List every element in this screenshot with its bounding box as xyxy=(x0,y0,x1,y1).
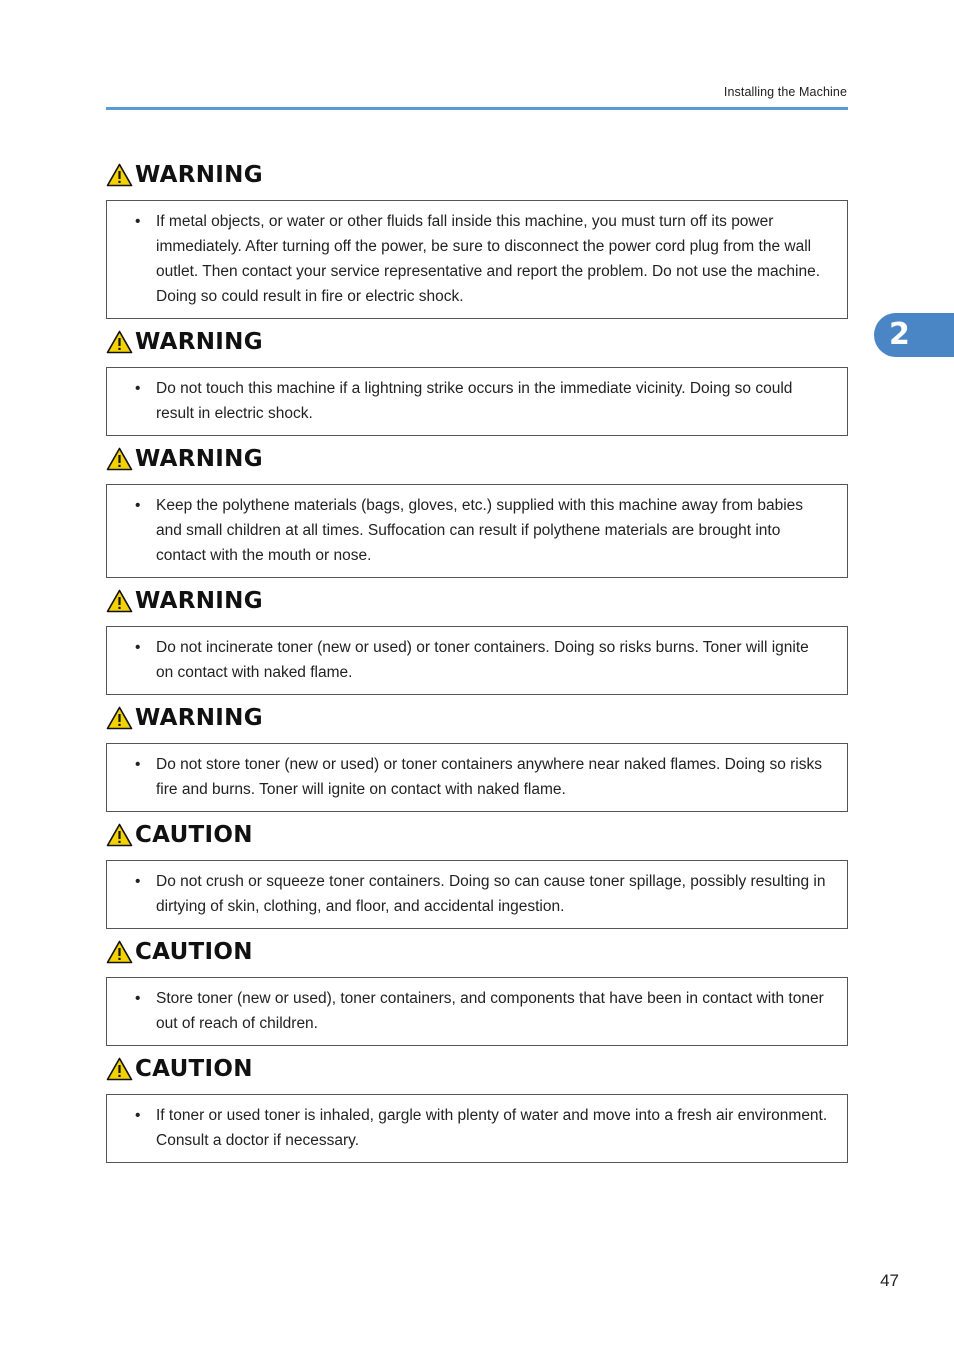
chapter-tab: 2 xyxy=(874,313,954,357)
notice-box xyxy=(106,484,848,578)
notice-title: WARNING xyxy=(135,588,263,614)
notice-text: • Do not incinerate toner (new or used) or toner containers. Doing so risks burns. Toner will ignite on contact with naked flame. xyxy=(135,635,829,685)
notice-title: WARNING xyxy=(135,446,263,472)
notice-caution xyxy=(106,820,848,929)
notice-box xyxy=(106,977,848,1046)
notice-box xyxy=(106,1094,848,1163)
page-number: 47 xyxy=(880,1271,899,1290)
notice-text: • Keep the polythene materials (bags, gloves, etc.) supplied with this machine away from babies and small children at all times. Suffocation can result if polythene materials are brought into contact with the mouth or nose. xyxy=(135,493,829,568)
notice-box xyxy=(106,626,848,695)
notice-heading xyxy=(106,1054,848,1084)
warning-triangle-icon xyxy=(106,163,133,187)
notice-text: • If toner or used toner is inhaled, gargle with plenty of water and move into a fresh air environment. Consult a doctor if necessary. xyxy=(135,1103,829,1153)
notice-heading xyxy=(106,703,848,733)
notice-text: • Do not touch this machine if a lightning strike occurs in the immediate vicinity. Doing so could result in electric shock. xyxy=(135,376,829,426)
caution-triangle-icon xyxy=(106,823,133,847)
notice-heading xyxy=(106,160,848,190)
notice-text: • Store toner (new or used), toner containers, and components that have been in contact with toner out of reach of children. xyxy=(135,986,829,1036)
warning-triangle-icon xyxy=(106,330,133,354)
notice-warning xyxy=(106,444,848,578)
caution-triangle-icon xyxy=(106,940,133,964)
notice-box xyxy=(106,200,848,319)
notice-title: WARNING xyxy=(135,329,263,355)
notice-heading xyxy=(106,937,848,967)
notice-text: • Do not store toner (new or used) or toner containers anywhere near naked flames. Doing so risks fire and burns. Toner will ignite on contact with naked flame. xyxy=(135,752,829,802)
notice-title: WARNING xyxy=(135,162,263,188)
notice-box xyxy=(106,367,848,436)
notice-title: WARNING xyxy=(135,705,263,731)
notice-heading xyxy=(106,820,848,850)
warning-triangle-icon xyxy=(106,706,133,730)
notice-heading xyxy=(106,327,848,357)
running-header: Installing the Machine xyxy=(723,85,847,99)
notices-list xyxy=(106,160,848,1171)
warning-triangle-icon xyxy=(106,447,133,471)
notice-heading xyxy=(106,444,848,474)
notice-warning xyxy=(106,160,848,319)
notice-warning xyxy=(106,703,848,812)
header-rule xyxy=(106,107,848,110)
notice-box xyxy=(106,860,848,929)
notice-title: CAUTION xyxy=(135,822,253,848)
warning-triangle-icon xyxy=(106,589,133,613)
notice-text: • Do not crush or squeeze toner containers. Doing so can cause toner spillage, possibly resulting in dirtying of skin, clothing, and floor, and accidental ingestion. xyxy=(135,869,829,919)
notice-heading xyxy=(106,586,848,616)
notice-warning xyxy=(106,327,848,436)
notice-title: CAUTION xyxy=(135,1056,253,1082)
notice-box xyxy=(106,743,848,812)
notice-caution xyxy=(106,937,848,1046)
notice-text: • If metal objects, or water or other fluids fall inside this machine, you must turn off its power immediately. After turning off the power, be sure to disconnect the power cord plug from the wall outlet. Then contact your service representative and report the problem. Do not use the machine. Doing so could result in fire or electric shock. xyxy=(135,209,829,309)
caution-triangle-icon xyxy=(106,1057,133,1081)
notice-warning xyxy=(106,586,848,695)
notice-caution xyxy=(106,1054,848,1163)
notice-title: CAUTION xyxy=(135,939,253,965)
